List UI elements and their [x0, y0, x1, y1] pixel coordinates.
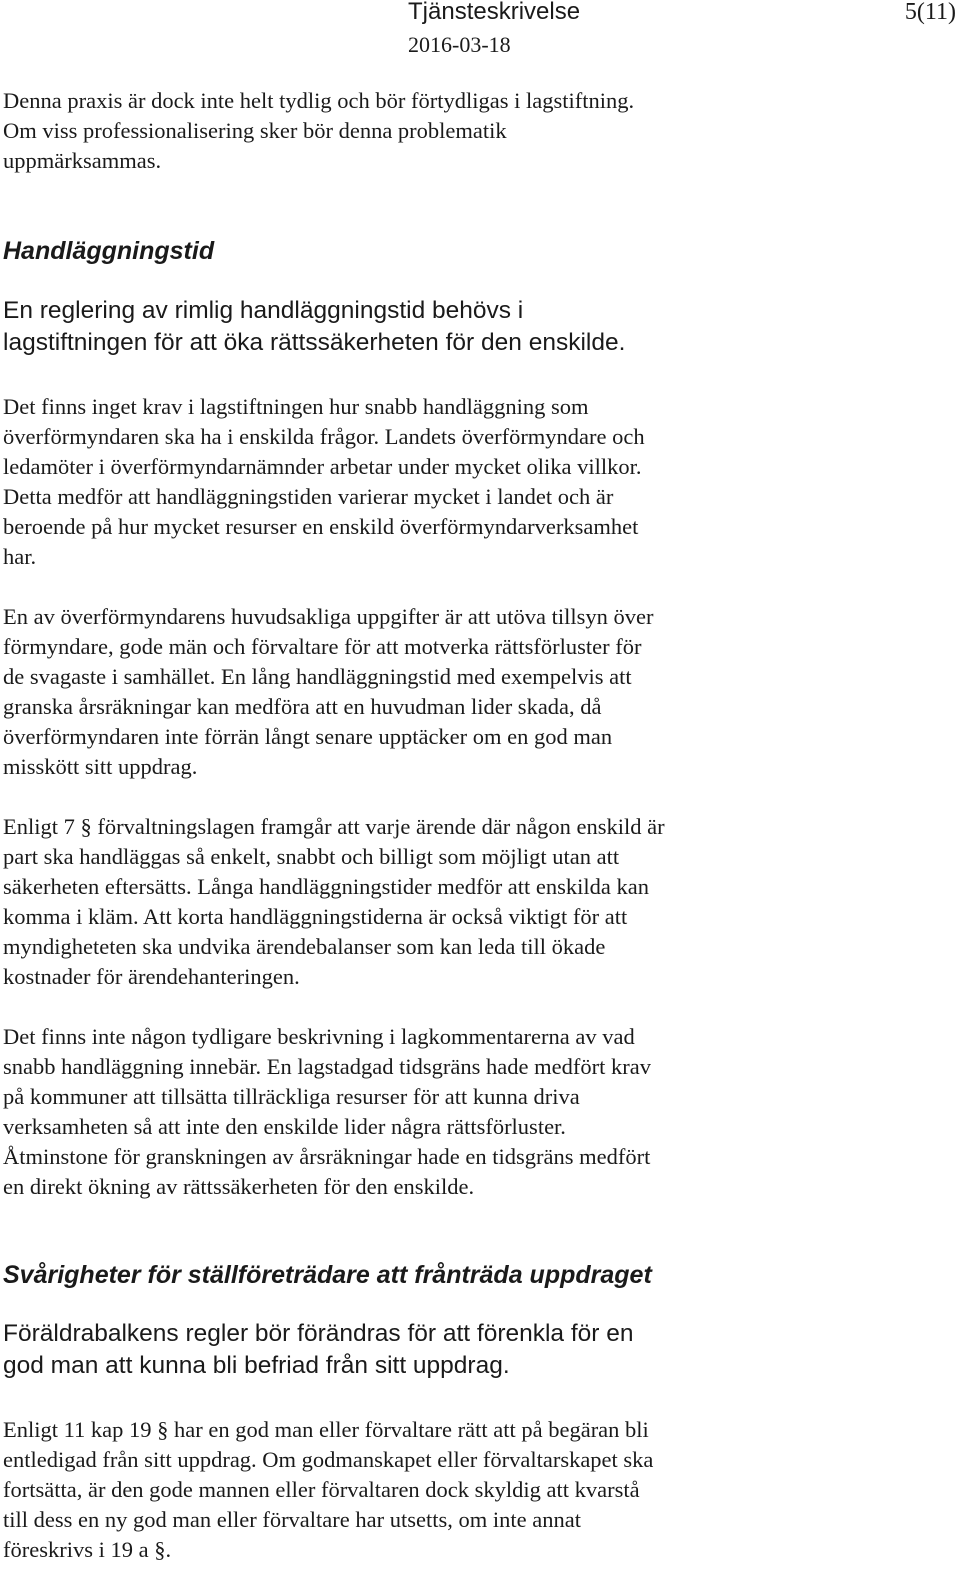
section-heading-stallforetradare: Svårigheter för ställföreträdare att frånträda uppdraget — [3, 1261, 652, 1289]
text-line: Föräldrabalkens regler bör förändras för att förenkla för en — [3, 1320, 634, 1347]
text-line: part ska handläggas så enkelt, snabbt och billigt som möjligt utan att — [3, 844, 620, 869]
text-line: fortsätta, är den gode mannen eller förvaltaren dock skyldig att kvarstå — [3, 1477, 640, 1502]
paragraph — [3, 392, 793, 572]
text-line: beroende på hur mycket resurser en enskild överförmyndarverksamhet — [3, 514, 639, 539]
text-line: Det finns inte någon tydligare beskrivning i lagkommentarerna av vad — [3, 1024, 635, 1049]
text-line: föreskrivs i 19 a §. — [3, 1537, 172, 1562]
paragraph — [3, 602, 793, 782]
text-line: Enligt 11 kap 19 § har en god man eller förvaltare rätt att på begäran bli — [3, 1417, 649, 1442]
section-lead — [3, 1318, 634, 1382]
paragraph-intro — [3, 86, 793, 176]
page-number: 5(11) — [904, 0, 956, 25]
text-line: verksamheten så att inte den enskilde lider några rättsförluster. — [3, 1114, 566, 1139]
text-line: Det finns inget krav i lagstiftningen hur snabb handläggning som — [3, 394, 589, 419]
text-line: god man att kunna bli befriad från sitt uppdrag. — [3, 1352, 510, 1379]
text-line: Denna praxis är dock inte helt tydlig och bör förtydligas i lagstiftning. — [3, 88, 635, 113]
text-line: Detta medför att handläggningstiden varierar mycket i landet och är — [3, 484, 614, 509]
text-line: snabb handläggning innebär. En lagstadgad tidsgräns hade medfört krav — [3, 1054, 651, 1079]
paragraph — [3, 1415, 793, 1565]
document-type: Tjänsteskrivelse — [408, 0, 581, 25]
section-heading-handlaggningstid: Handläggningstid — [3, 237, 215, 265]
text-line: på kommuner att tillsätta tillräckliga resurser för att kunna driva — [3, 1084, 580, 1109]
text-line: Om viss professionalisering sker bör denna problematik — [3, 118, 507, 143]
text-line: entledigad från sitt uppdrag. Om godmanskapet eller förvaltarskapet ska — [3, 1447, 654, 1472]
text-line: granska årsräkningar kan medföra att en huvudman lider skada, då — [3, 694, 602, 719]
text-line: överförmyndaren inte förrän långt senare upptäcker om en god man — [3, 724, 613, 749]
text-line: ledamöter i överförmyndarnämnder arbetar under mycket olika villkor. — [3, 454, 642, 479]
text-line: Åtminstone för granskningen av årsräkningar hade en tidsgräns medfört — [3, 1144, 651, 1169]
text-line: En reglering av rimlig handläggningstid behövs i — [3, 297, 524, 324]
paragraph — [3, 812, 793, 992]
text-line: uppmärksammas. — [3, 148, 162, 173]
text-line: till dess en ny god man eller förvaltare har utsetts, om inte annat — [3, 1507, 581, 1532]
paragraph — [3, 1022, 793, 1202]
text-line: en direkt ökning av rättssäkerheten för den enskilde. — [3, 1174, 475, 1199]
text-line: lagstiftningen för att öka rättssäkerheten för den enskilde. — [3, 329, 626, 356]
section-lead — [3, 295, 625, 359]
text-line: komma i kläm. Att korta handläggningstiderna är också viktigt för att — [3, 904, 628, 929]
text-line: En av överförmyndarens huvudsakliga uppgifter är att utöva tillsyn över — [3, 604, 654, 629]
document-date: 2016-03-18 — [408, 32, 511, 57]
text-line: Enligt 7 § förvaltningslagen framgår att varje ärende där någon enskild är — [3, 814, 665, 839]
text-line: kostnader för ärendehanteringen. — [3, 964, 300, 989]
text-line: har. — [3, 544, 37, 569]
text-line: misskött sitt uppdrag. — [3, 754, 198, 779]
text-line: myndigheteten ska undvika ärendebalanser som kan leda till ökade — [3, 934, 606, 959]
text-line: överförmyndaren ska ha i enskilda frågor. Landets överförmyndare och — [3, 424, 645, 449]
text-line: de svagaste i samhället. En lång handläggningstid med exempelvis att — [3, 664, 632, 689]
text-line: förmyndare, gode män och förvaltare för att motverka rättsförluster för — [3, 634, 642, 659]
text-line: säkerheten eftersätts. Långa handläggningstider medför att enskilda kan — [3, 874, 650, 899]
